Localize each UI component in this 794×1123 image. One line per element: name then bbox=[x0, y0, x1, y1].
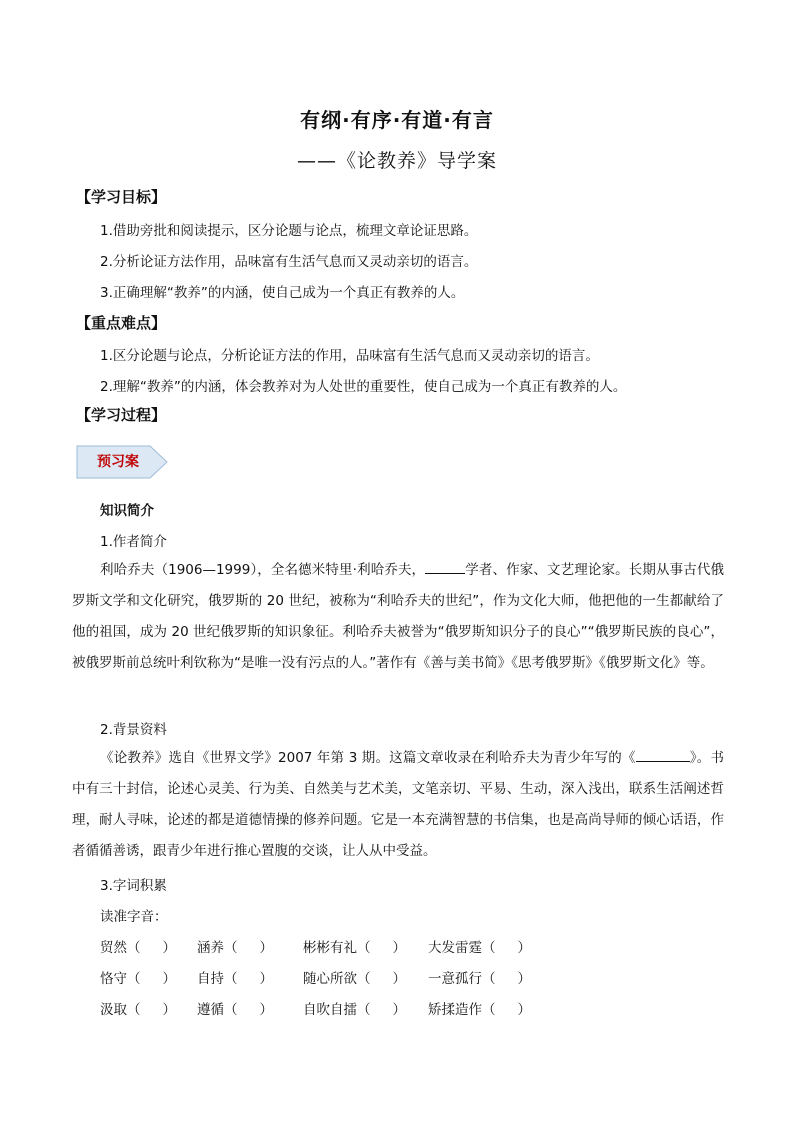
goal-item: 1.借助旁批和阅读提示，区分论题与论点，梳理文章论证思路。 bbox=[100, 223, 478, 239]
background-paragraph bbox=[72, 743, 724, 867]
vocab-item: 大发雷霆（ ） bbox=[428, 940, 531, 956]
background-text-end: 》。书中有三十封信，论述心灵美、行为美、自然美与艺术美，文笔亲切、平易、生动，深入浅出，联系生活阐述哲理，耐人寻味，论述的都是道德情操的修养问题。它是一本充满智慧的书信集，也是高尚导师的倾心话语，作者循循善诱，跟青少年进行推心置腹的交谈，让人从中受益。 bbox=[72, 750, 725, 859]
vocab-item: 遵循（ ） bbox=[197, 1002, 273, 1018]
vocab-item: 一意孤行（ ） bbox=[428, 971, 531, 987]
background-text-start: 《论教养》选自《世界文学》2007 年第 3 期。这篇文章收录在利哈乔夫为青少年写的《 bbox=[100, 750, 636, 766]
knowledge-heading: 知识简介 bbox=[100, 503, 154, 519]
keypoint-item: 1.区分论题与论点，分析论证方法的作用，品味富有生活气息而又灵动亲切的语言。 bbox=[100, 348, 599, 364]
process-heading: 【学习过程】 bbox=[76, 406, 167, 424]
author-text-start: 利哈乔夫（1906—1999），全名德米特里·利哈乔夫， bbox=[100, 562, 426, 578]
background-heading: 2.背景资料 bbox=[100, 722, 167, 738]
preview-badge bbox=[76, 445, 168, 479]
vocab-item: 随心所欲（ ） bbox=[303, 971, 406, 987]
goal-item: 3.正确理解“教养”的内涵，使自己成为一个真正有教养的人。 bbox=[100, 285, 465, 301]
page-subtitle: ——《论教养》导学案 bbox=[296, 150, 497, 172]
vocab-heading: 3.字词积累 bbox=[100, 878, 167, 894]
author-paragraph bbox=[72, 555, 724, 679]
vocab-instruction: 读准字音： bbox=[100, 909, 168, 925]
vocab-item: 恪守（ ） bbox=[100, 971, 176, 987]
author-fill-blank[interactable] bbox=[425, 560, 465, 574]
vocab-item: 矫揉造作（ ） bbox=[428, 1002, 531, 1018]
vocab-item: 汲取（ ） bbox=[100, 1002, 176, 1018]
book-title-fill-blank[interactable] bbox=[636, 748, 690, 762]
keypoint-item: 2.理解“教养”的内涵，体会教养对为人处世的重要性，使自己成为一个真正有教养的人。 bbox=[100, 379, 627, 395]
goals-heading: 【学习目标】 bbox=[76, 188, 167, 206]
preview-badge-label: 预习案 bbox=[97, 454, 139, 470]
vocab-item: 彬彬有礼（ ） bbox=[303, 940, 406, 956]
keypoints-heading: 【重点难点】 bbox=[76, 314, 167, 332]
vocab-item: 贸然（ ） bbox=[100, 940, 176, 956]
author-heading: 1.作者简介 bbox=[100, 534, 167, 550]
author-text-end: 学者、作家、文艺理论家。长期从事古代俄罗斯文学和文化研究，俄罗斯的 20 世纪，被称为“利哈乔夫的世纪”，作为文化大师，他把他的一生都献给了他的祖国，成为 20 世纪俄罗斯的知识象征。利哈乔夫被誉为“俄罗斯知识分子的良心”“俄罗斯民族的良心”，被俄罗斯前总统叶利钦称为“是唯一没有污点的人。”著作有《善与美书简》《思考俄罗斯》《俄罗斯文化》等。 bbox=[72, 562, 724, 671]
page-title: 有纲·有序·有道·有言 bbox=[300, 108, 494, 132]
goal-item: 2.分析论证方法作用，品味富有生活气息而又灵动亲切的语言。 bbox=[100, 254, 478, 270]
vocab-item: 涵养（ ） bbox=[197, 940, 273, 956]
vocab-item: 自吹自擂（ ） bbox=[303, 1002, 406, 1018]
vocab-item: 自持（ ） bbox=[197, 971, 273, 987]
